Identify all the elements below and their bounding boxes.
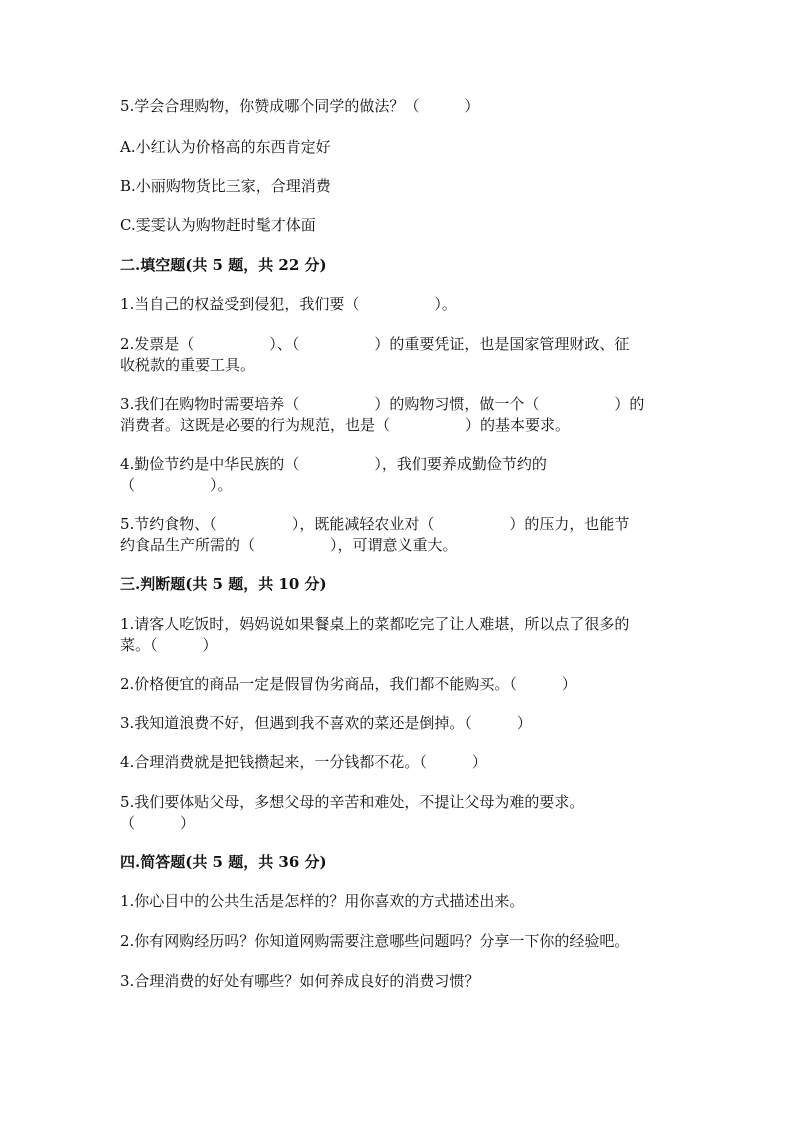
short-question-2: 2.你有网购经历吗？你知道网购需要注意哪些问题吗？分享一下你的经验吧。 bbox=[120, 932, 630, 950]
short-question-3: 3.合理消费的好处有哪些？如何养成良好的消费习惯？ bbox=[120, 972, 480, 990]
option-a: A.小红认为价格高的东西肯定好 bbox=[120, 138, 331, 156]
section-heading-true-false: 三.判断题(共 5 题，共 10 分) bbox=[120, 575, 327, 593]
tf-question-2: 2.价格便宜的商品一定是假冒伪劣商品，我们都不能购买。（ ） bbox=[120, 675, 577, 693]
fill-question-5-line-1: 5.节约食物、（ ），既能减轻农业对（ ）的压力，也能节 bbox=[120, 515, 630, 533]
tf-question-1-line-2: 菜。（ ） bbox=[120, 636, 218, 654]
tf-question-5-line-2: （ ） bbox=[120, 814, 196, 832]
tf-question-4: 4.合理消费就是把钱攒起来，一分钱都不花。（ ） bbox=[120, 753, 487, 771]
fill-question-4-line-2: （ ）。 bbox=[120, 476, 233, 494]
tf-question-3: 3.我知道浪费不好，但遇到我不喜欢的菜还是倒掉。（ ） bbox=[120, 714, 532, 732]
option-b: B.小丽购物货比三家，合理消费 bbox=[120, 177, 331, 195]
fill-question-5-line-2: 约食品生产所需的（ ），可谓意义重大。 bbox=[120, 536, 458, 554]
short-question-1: 1.你心目中的公共生活是怎样的？用你喜欢的方式描述出来。 bbox=[120, 892, 525, 910]
fill-question-4-line-1: 4.勤俭节约是中华民族的（ ），我们要养成勤俭节约的 bbox=[120, 455, 547, 473]
tf-question-5-line-1: 5.我们要体贴父母，多想父母的辛苦和难处，不提让父母为难的要求。 bbox=[120, 793, 585, 811]
section-heading-fill-in: 二.填空题(共 5 题，共 22 分) bbox=[120, 256, 327, 274]
fill-question-2-line-2: 收税款的重要工具。 bbox=[120, 356, 256, 374]
fill-question-3-line-2: 消费者。这既是必要的行为规范，也是（ ）的基本要求。 bbox=[120, 416, 571, 434]
tf-question-1-line-1: 1.请客人吃饭时，妈妈说如果餐桌上的菜都吃完了让人难堪，所以点了很多的 bbox=[120, 615, 630, 633]
fill-question-3-line-1: 3.我们在购物时需要培养（ ）的购物习惯，做一个（ ）的 bbox=[120, 395, 645, 413]
option-c: C.雯雯认为购物赶时髦才体面 bbox=[120, 216, 316, 234]
fill-question-2-line-1: 2.发票是（ ）、（ ）的重要凭证，也是国家管理财政、征 bbox=[120, 335, 630, 353]
section-heading-short-answer: 四.简答题(共 5 题，共 36 分) bbox=[120, 853, 327, 871]
fill-question-1: 1.当自己的权益受到侵犯，我们要（ ）。 bbox=[120, 295, 457, 313]
question-choice-5: 5.学会合理购物，你赞成哪个同学的做法？（ ） bbox=[120, 97, 480, 115]
